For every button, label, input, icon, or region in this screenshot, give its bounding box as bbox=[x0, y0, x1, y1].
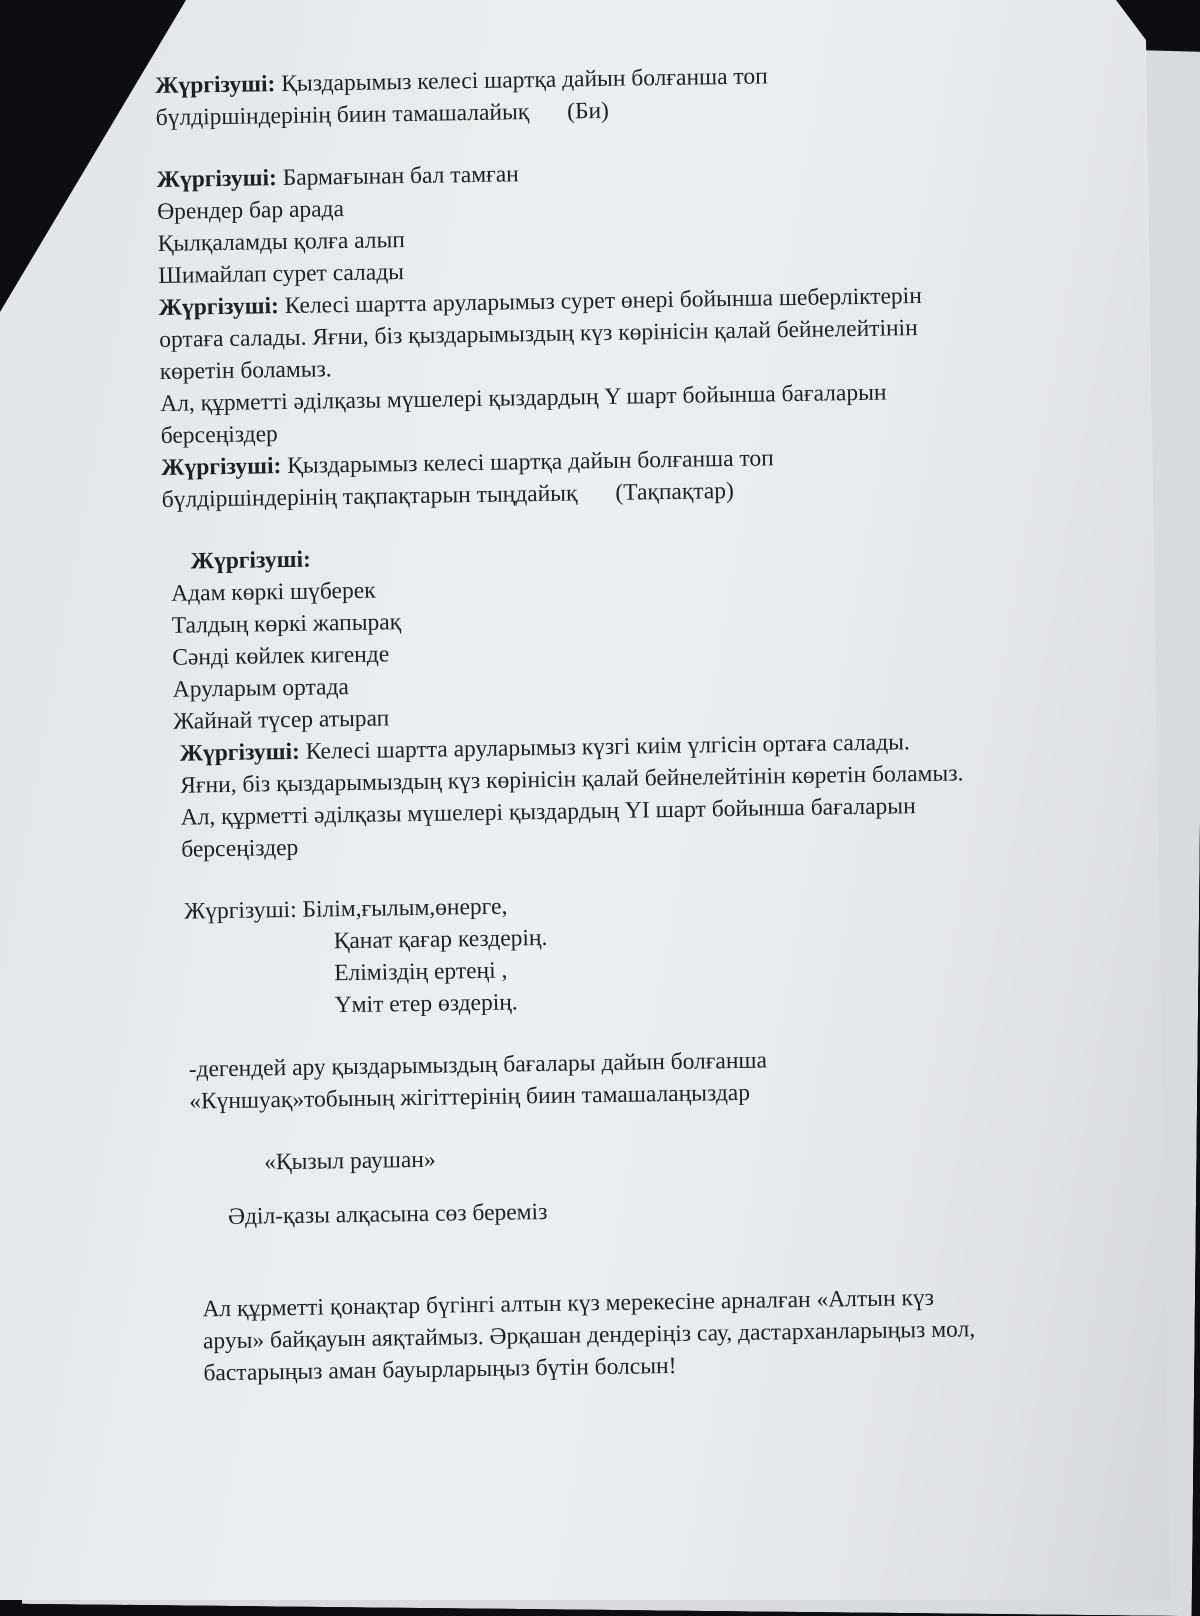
document-body bbox=[155, 55, 1136, 1390]
text: Келесі шартта аруларымыз күзгі киім үлгісін ортаға салады. bbox=[299, 729, 910, 765]
text: Бармағынан бал тамған bbox=[276, 161, 519, 192]
closing-line: аруы» байқауын аяқтаймыз. Әрқашан дендеріңіз сау, дастарханларыңыз мол, bbox=[202, 1316, 976, 1355]
text: бүлдіршіндерінің тақпақтарын тыңдайық bbox=[161, 480, 578, 513]
host-label: Жүргізуші: bbox=[156, 165, 278, 193]
host-label: Жүргізуші: bbox=[155, 71, 276, 99]
poem-line: Жайнай түсер атырап bbox=[173, 705, 390, 735]
text: бүлдіршіндерінің биин тамашалайық bbox=[155, 99, 530, 131]
stage-note: (Би) bbox=[566, 97, 610, 125]
poem-line: Адам көркі шүберек bbox=[171, 577, 376, 607]
closing-line: бастарыңыз аман бауырларыңыз бүтін болсын! bbox=[203, 1352, 677, 1387]
poem-line: Үміт етер өздерің. bbox=[334, 989, 518, 1019]
text-line: -дегендей ару қыздарымыздың бағалары дайын болғанша bbox=[188, 1047, 768, 1083]
poem-line: Еліміздің ертеңі , bbox=[334, 957, 508, 987]
poem-line: Өрендер бар арада bbox=[157, 196, 345, 225]
host-label: Жүргізуші: bbox=[179, 738, 301, 767]
closing-line: Ал құрметті қонақтар бүгінгі алтын күз мерекесіне арналған «Алтын күз bbox=[202, 1284, 935, 1323]
text-line: Яғни, біз қыздарымыздың күз көрінісін қалай бейнелейтінін көретін боламыз. bbox=[180, 760, 964, 799]
poem-line: Қанат қағар кездерің. bbox=[333, 924, 548, 955]
poem-line: Сәнді көйлек кигенде bbox=[172, 641, 390, 671]
host-label: Жүргізуші: bbox=[190, 546, 312, 575]
host-label: Жүргізуші: bbox=[161, 453, 282, 481]
poem-line: Талдың көркі жапырақ bbox=[171, 609, 402, 639]
text-line: көретін боламыз. bbox=[159, 356, 332, 385]
poem-line: Аруларым ортада bbox=[172, 674, 350, 703]
stage-note: (Тақпақтар) bbox=[615, 477, 735, 506]
poem-line: Шимайлап сурет салады bbox=[158, 259, 405, 289]
poem-line: Қылқаламды қолға алып bbox=[157, 227, 406, 257]
host-label: Жүргізуші: bbox=[158, 293, 280, 321]
text-line: ортаға салады. Яғни, біз қыздарымыздың күз көрінісін қалай бейнелейтінін bbox=[159, 315, 918, 353]
text-line: берсеңіздер bbox=[181, 834, 299, 863]
text: Келесі шартта аруларымыз сурет өнері бойынша шеберліктерін bbox=[278, 282, 922, 320]
jury-line: Әділ-қазы алқасына сөз береміз bbox=[227, 1198, 548, 1230]
block7-line1: Жүргізуші: Білім,ғылым,өнерге, bbox=[184, 893, 508, 925]
text-line: «Күншуақ»тобының жігіттерінің биин тамашалаңыздар bbox=[189, 1079, 751, 1115]
text-line: берсеңіздер bbox=[160, 421, 279, 449]
text-line: Ал, құрметті әділқазы мүшелері қыздардың Y шарт бойынша бағаларын bbox=[160, 379, 887, 417]
song-title: «Қызыл раушан» bbox=[263, 1146, 436, 1176]
text: Қыздарымыз келесі шартқа дайын болғанша топ bbox=[281, 445, 774, 480]
text: Қыздарымыз келесі шартқа дайын болғанша топ bbox=[275, 63, 768, 98]
text-line: Ал, құрметті әділқазы мүшелері қыздардың YI шарт бойынша бағаларын bbox=[180, 793, 916, 831]
